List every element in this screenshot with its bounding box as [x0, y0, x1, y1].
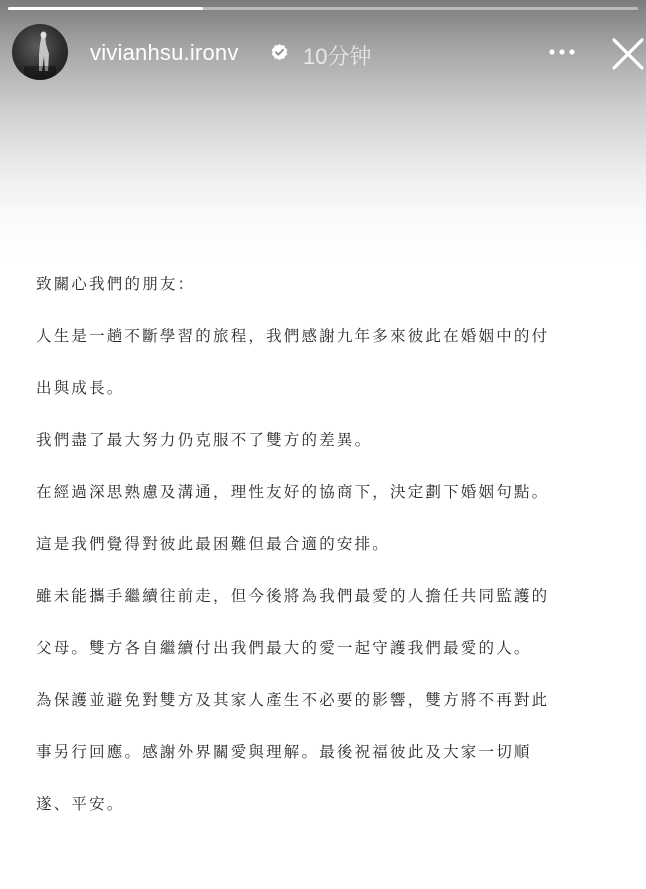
letter-line: 在經過深思熟慮及溝通，理性友好的協商下，決定劃下婚姻句點。	[36, 483, 550, 501]
letter-line: 這是我們覺得對彼此最困難但最合適的安排。	[36, 535, 391, 553]
letter-line: 事另行回應。感謝外界關愛與理解。最後祝福彼此及大家一切順	[36, 743, 532, 761]
close-icon	[606, 32, 646, 72]
close-button[interactable]	[606, 32, 646, 72]
letter-closing: 遂、平安。	[36, 795, 125, 813]
avatar[interactable]	[12, 24, 68, 80]
story-progress-bar	[8, 7, 638, 10]
more-options-button[interactable]	[540, 38, 584, 66]
story-progress-fill	[8, 7, 203, 10]
post-timestamp: 10分钟	[303, 44, 372, 69]
avatar-silhouette-icon	[12, 24, 68, 80]
story-header	[0, 14, 646, 88]
letter-line: 人生是一趟不斷學習的旅程，我們感謝九年多來彼此在婚姻中的付	[36, 327, 550, 345]
letter-line: 父母。雙方各自繼續付出我們最大的愛一起守護我們最愛的人。	[36, 639, 532, 657]
verified-badge-icon	[270, 43, 289, 62]
letter-line: 出與成長。	[36, 379, 125, 397]
letter-line: 我們盡了最大努力仍克服不了雙方的差異。	[36, 431, 373, 449]
letter-line: 為保護並避免對雙方及其家人產生不必要的影響，雙方將不再對此	[36, 691, 550, 709]
more-dots-icon	[540, 38, 584, 66]
username[interactable]: vivianhsu.ironv	[90, 40, 239, 65]
statement-letter	[36, 258, 634, 830]
letter-line: 雖未能攜手繼續往前走，但今後將為我們最愛的人擔任共同監護的	[36, 587, 550, 605]
letter-greeting: 致關心我們的朋友：	[36, 275, 196, 293]
